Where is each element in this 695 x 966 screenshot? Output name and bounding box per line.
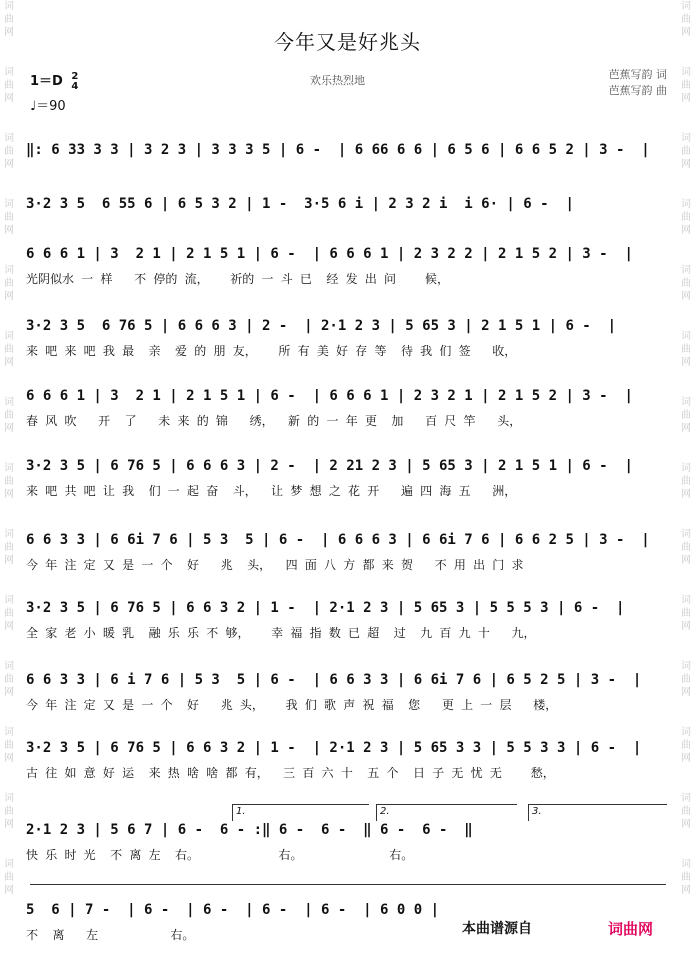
notation-line: 3·2 3 5 | 6 76 5 | 6 6 3 2 | 1 - | 2·1 2 3 | 5 65 3 3 | 5 5 3 3 | 6 - | bbox=[26, 740, 642, 756]
lyrics-line: 快 乐 时 光 不 离 左 右。 右。 右。 bbox=[26, 848, 414, 862]
notation-line: 6 6 3 3 | 6 i 7 6 | 5 3 5 | 6 - | 6 6 3 3 | 6 6i 7 6 | 6 5 2 5 | 3 - | bbox=[26, 672, 642, 688]
lyrics-line: 古 往 如 意 好 运 来 热 啥 啥 都 有， 三 百 六 十 五 个 日 子 无 忧 无 愁， bbox=[26, 766, 555, 780]
notation-line: ‖: 6 33 3 3 | 3 2 3 | 3 3 3 5 | 6 - | 6 66 6 6 | 6 5 6 | 6 6 5 2 | 3 - | bbox=[26, 142, 650, 158]
volta-1: 1. bbox=[232, 804, 369, 821]
notation-line: 3·2 3 5 6 76 5 | 6 6 6 3 | 2 - | 2·1 2 3 | 5 65 3 | 2 1 5 1 | 6 - | bbox=[26, 318, 617, 334]
song-title: 今年又是好兆头 bbox=[274, 30, 421, 54]
notation-line: 6 6 3 3 | 6 6i 7 6 | 5 3 5 | 6 - | 6 6 6 3 | 6 6i 7 6 | 6 6 2 5 | 3 - | bbox=[26, 532, 650, 548]
lyrics-line bbox=[26, 220, 666, 238]
lyrics-line bbox=[26, 166, 666, 184]
expression-mark: 欢乐热烈地 bbox=[310, 74, 365, 87]
volta-3: 3. bbox=[528, 804, 667, 821]
lyrics-line: 来 吧 来 吧 我 最 亲 爱 的 朋 友， 所 有 美 好 存 等 待 我 们 签 收， bbox=[26, 344, 517, 358]
watermark-right: 词曲网 词曲网 词曲网 词曲网 词曲网 词曲网 词曲网 词曲网 词曲网 词曲网 词曲网 词曲网 词曲网 词曲网 bbox=[681, 1, 691, 896]
lyrics-line: 今 年 注 定 又 是 一 个 好 兆 头， 四 面 八 方 都 来 贺 不 用 出 门 求 bbox=[26, 558, 524, 572]
notation-line: 6 6 6 1 | 3 2 1 | 2 1 5 1 | 6 - | 6 6 6 1 | 2 3 2 2 | 2 1 5 2 | 3 - | bbox=[26, 246, 633, 262]
lyricist-credit: 芭蕉写韵 词 bbox=[608, 68, 667, 81]
meter-bottom: 4 bbox=[71, 80, 79, 92]
notation-line: 6 6 6 1 | 3 2 1 | 2 1 5 1 | 6 - | 6 6 6 1 | 2 3 2 1 | 2 1 5 2 | 3 - | bbox=[26, 388, 633, 404]
watermark-left: 词曲网 词曲网 词曲网 词曲网 词曲网 词曲网 词曲网 词曲网 词曲网 词曲网 词曲网 词曲网 词曲网 词曲网 bbox=[4, 1, 14, 896]
coda-bracket bbox=[30, 884, 666, 885]
brand-logo: 词曲网 bbox=[608, 920, 654, 938]
notation-line: 3·2 3 5 | 6 76 5 | 6 6 3 2 | 1 - | 2·1 2 3 | 5 65 3 | 5 5 5 3 | 6 - | bbox=[26, 600, 625, 616]
lyrics-line: 全 家 老 小 暖 乳 融 乐 乐 不 够， 幸 福 指 数 已 超 过 九 百 九 十 九， bbox=[26, 626, 536, 640]
lyrics-line: 不 离 左 右。 bbox=[26, 928, 195, 942]
lyrics-line: 春 风 吹 开 了 未 来 的 锦 绣， 新 的 一 年 更 加 百 尺 竿 头， bbox=[26, 414, 522, 428]
lyrics-line: 来 吧 共 吧 让 我 们 一 起 奋 斗， 让 梦 想 之 花 开 遍 四 海 五 洲， bbox=[26, 484, 517, 498]
source-note: 本曲谱源自 bbox=[462, 921, 532, 937]
volta-2: 2. bbox=[376, 804, 517, 821]
meter-top: 2 bbox=[71, 70, 79, 82]
notation-line: 3·2 3 5 6 55 6 | 6 5 3 2 | 1 - 3·5 6 i | 2 3 2 i i 6· | 6 - | bbox=[26, 196, 574, 212]
notation-line: 3·2 3 5 | 6 76 5 | 6 6 6 3 | 2 - | 2 21 2 3 | 5 65 3 | 2 1 5 1 | 6 - | bbox=[26, 458, 633, 474]
lyrics-line: 今 年 注 定 又 是 一 个 好 兆 头， 我 们 歌 声 祝 福 您 更 上 一 层 楼， bbox=[26, 698, 558, 712]
notation-line: 5 6 | 7 - | 6 - | 6 - | 6 - | 6 - | 6 0 0 | bbox=[26, 902, 440, 918]
notation-line: 2·1 2 3 | 5 6 7 | 6 - 6 - :‖ 6 - 6 - ‖ 6 - 6 - ‖ bbox=[26, 822, 473, 838]
tempo-mark: ♩＝90 bbox=[30, 99, 66, 114]
composer-credit: 芭蕉写韵 曲 bbox=[608, 84, 667, 97]
key-signature: 1＝D 2 4 bbox=[30, 70, 79, 92]
lyrics-line: 光阴似水 一 样 不 停的 流， 祈的 一 斗 已 经 发 出 问 候， bbox=[26, 272, 449, 286]
